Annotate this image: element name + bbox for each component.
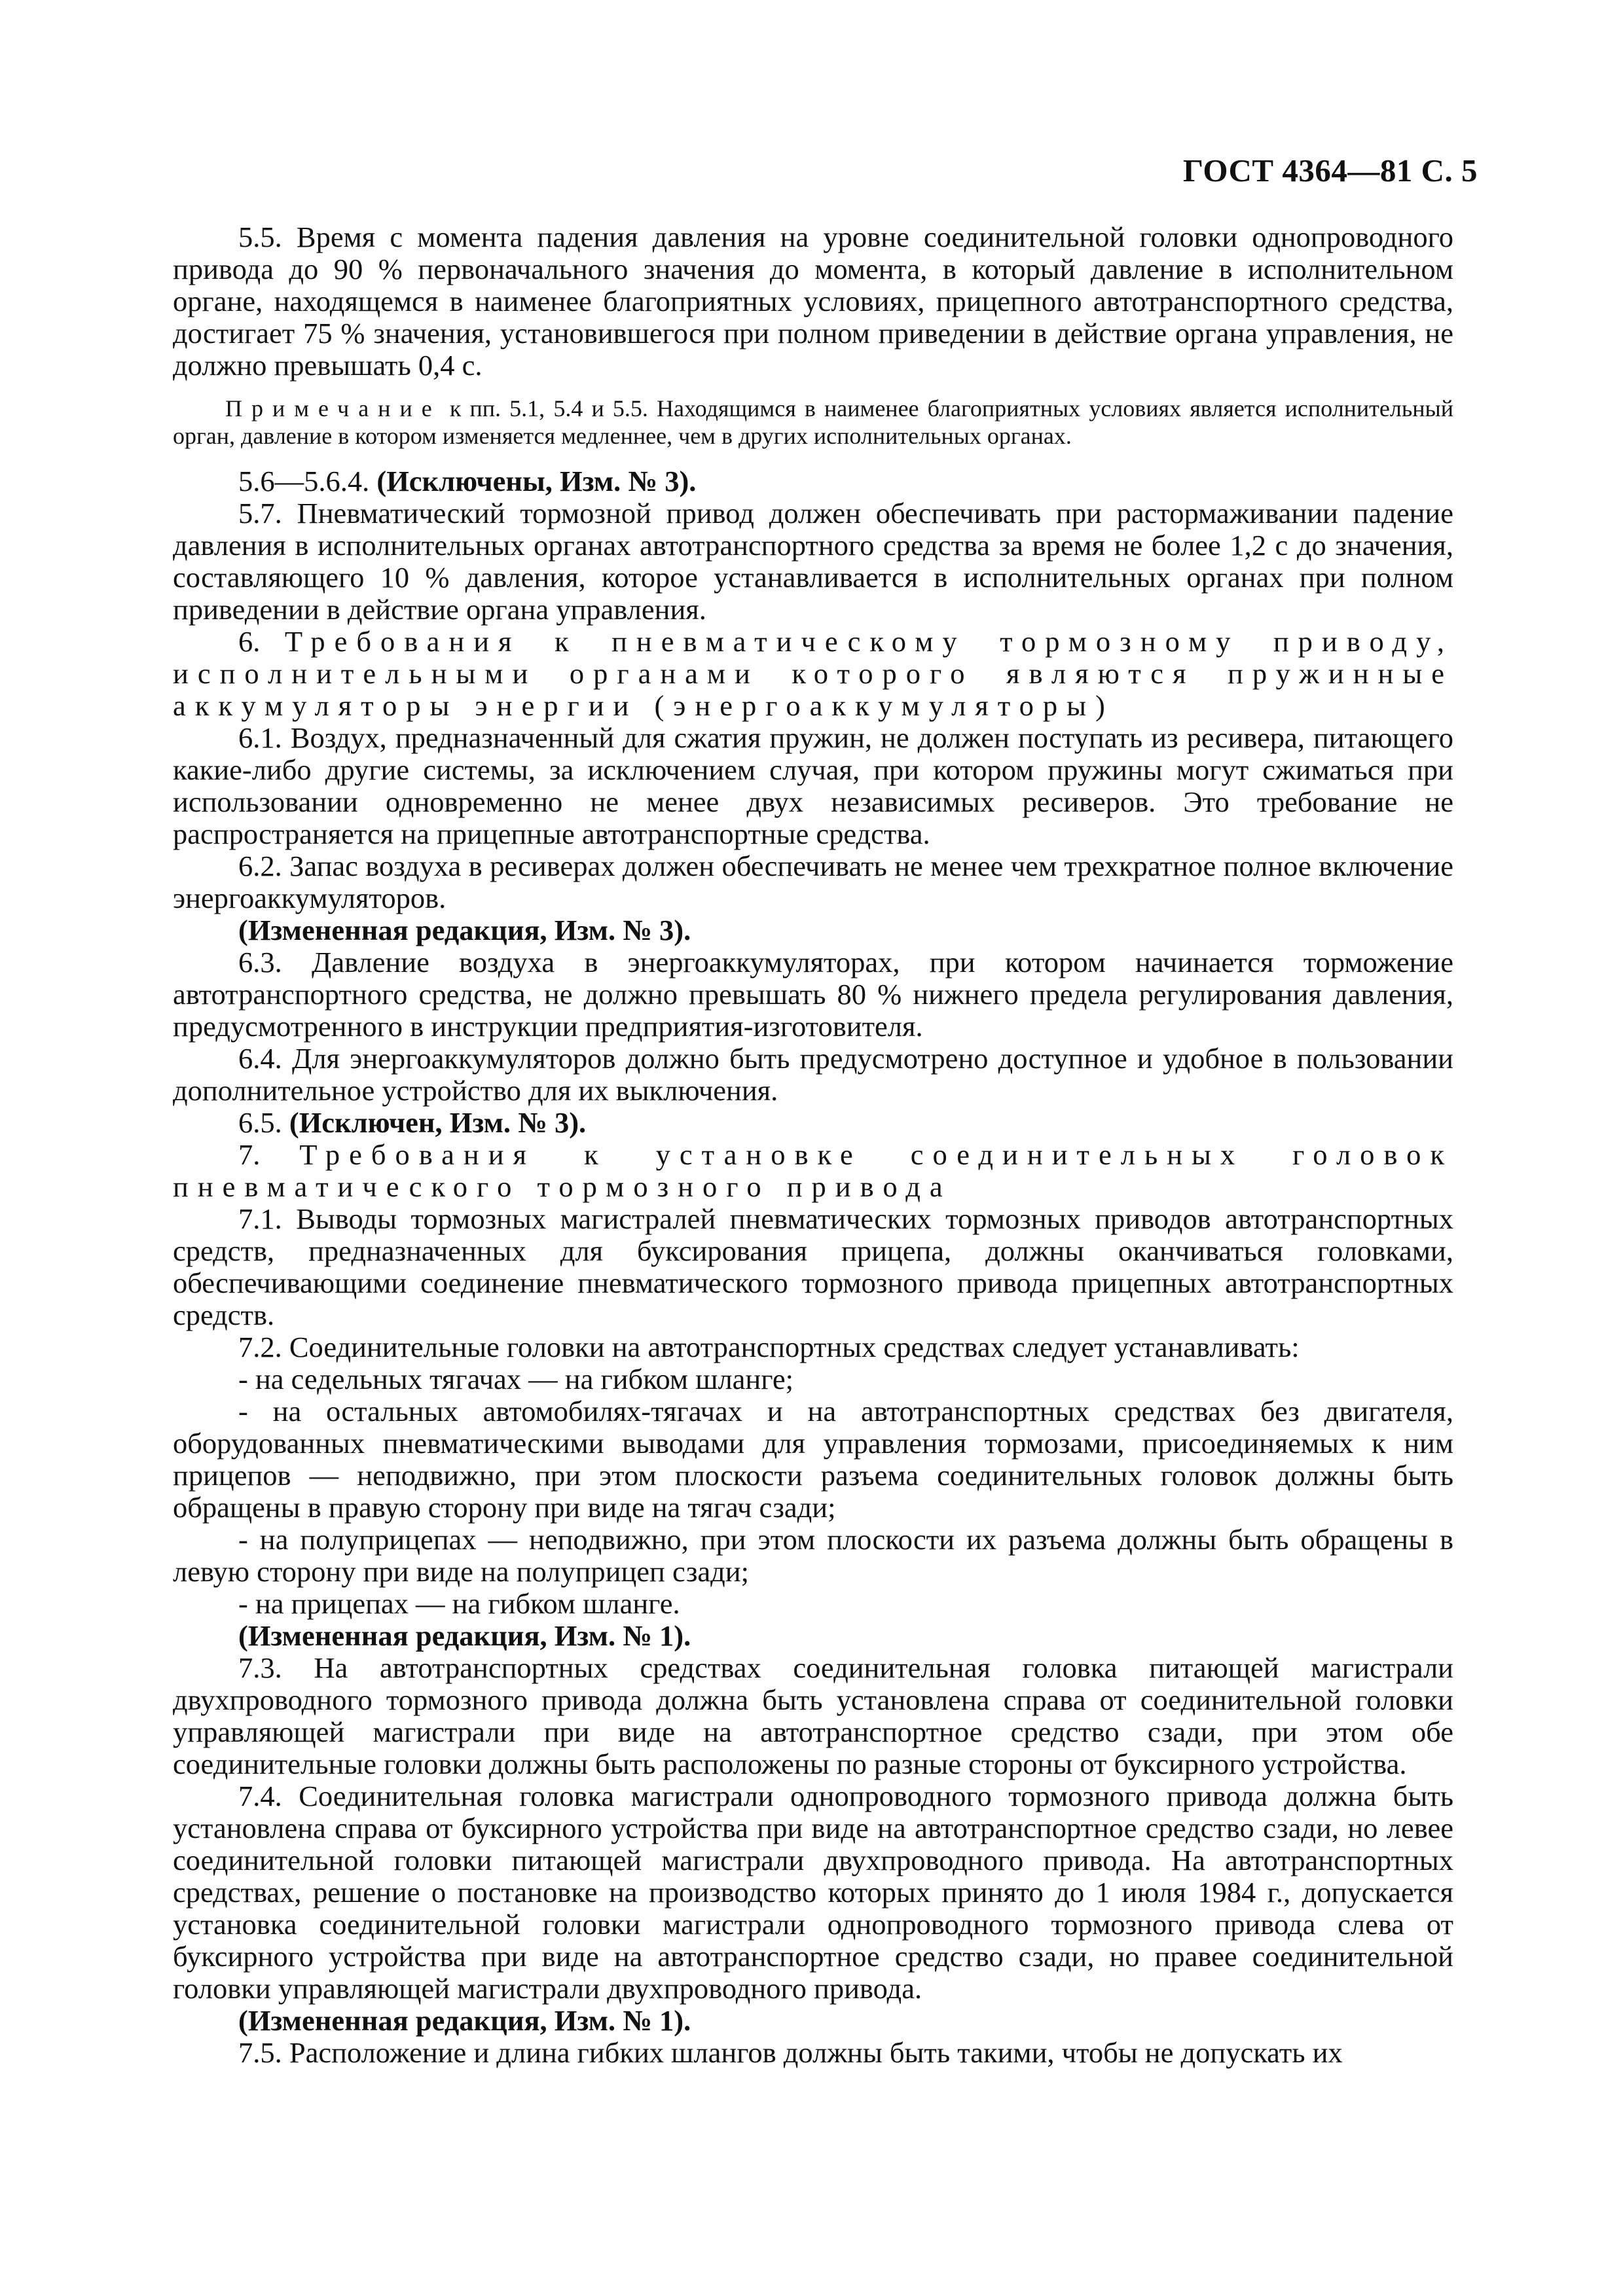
paragraph-6-2: 6.2. Запас воздуха в ресиверах должен обеспечивать не менее чем трехкратное полное включение энергоаккумуляторов.	[173, 850, 1453, 914]
amendment-note-3: (Измененная редакция, Изм. № 3).	[238, 914, 691, 946]
paragraph-7-4: 7.4. Соединительная головка магистрали однопроводного тормозного привода должна быть установлена справа от буксирного устройства при виде на автотранспортное средство сзади, но левее соединительной головки питающей магистрали двухпроводного привода. На автотранспортных средствах, решение о постановке на производство которых принято до 1 июля 1984 г., допускается установка соединительной головки магистрали однопроводного тормозного привода слева от буксирного устройства при виде на автотранспортное средство сзади, но правее соединительной головки управляющей магистрали двухпроводного привода.	[173, 1780, 1453, 2005]
paragraph-7-5: 7.5. Расположение и длина гибких шлангов должны быть такими, чтобы не допускать их	[238, 2036, 1343, 2069]
section-7-num: 7.	[238, 1138, 300, 1171]
section-6-heading	[173, 626, 1453, 722]
paragraph-6-4: 6.4. Для энергоаккумуляторов должно быть предусмотрено доступное и удобное в пользовании дополнительное устройство для их выключения.	[173, 1042, 1453, 1107]
paragraph-6-5-status: (Исключен, Изм. № 3).	[289, 1106, 587, 1139]
amendment-note-1-second: (Измененная редакция, Изм. № 1).	[238, 2004, 691, 2037]
document-body	[173, 221, 1453, 2069]
paragraph-5-5: 5.5. Время с момента падения давления на уровне соединительной головки однопроводного привода до 90 % первоначального значения до момента, в который давление в исполнительном органе, находящемся в наименее благоприятных условиях, прицепного автотранспортного средства, достигает 75 % значения, установившегося при полном приведении в действие органа управления, не должно превышать 0,4 с.	[173, 221, 1453, 382]
paragraph-5-6-status: (Исключены, Изм. № 3).	[376, 465, 697, 497]
list-item: - на седельных тягачах — на гибком шланге;	[238, 1363, 794, 1395]
note-text: к пп. 5.1, 5.4 и 5.5. Находящимся в наименее благоприятных условиях является исполнительный орган, давление в котором изменяется медленнее, чем в других исполнительных органах.	[173, 395, 1453, 449]
amendment-note-1: (Измененная редакция, Изм. № 1).	[238, 1619, 691, 1652]
paragraph-5-7: 5.7. Пневматический тормозной привод должен обеспечивать при растормаживании падение давления в исполнительных органах автотранспортного средства за время не более 1,2 с до значения, составляющего 10 % давления, которое устанавливается в исполнительных органах при полном приведении в действие органа управления.	[173, 497, 1453, 626]
paragraph-7-3: 7.3. На автотранспортных средствах соединительная головка питающей магистрали двухпроводного тормозного привода должна быть установлена справа от соединительной головки управляющей магистрали при виде на автотранспортное средство сзади, при этом обе соединительные головки должны быть расположены по разные стороны от буксирного устройства.	[173, 1651, 1453, 1780]
paragraph-7-1: 7.1. Выводы тормозных магистралей пневматических тормозных приводов автотранспортных средств, предназначенных для буксирования прицепа, должны оканчиваться головками, обеспечивающими соединение пневматического тормозного привода прицепных автотранспортных средств.	[173, 1202, 1453, 1331]
paragraph-7-2: 7.2. Соединительные головки на автотранспортных средствах следует устанавливать:	[238, 1331, 1300, 1363]
note	[173, 395, 1453, 450]
paragraph-6-1: 6.1. Воздух, предназначенный для сжатия пружин, не должен поступать из ресивера, питающего какие-либо другие системы, за исключением случая, при котором пружины могут сжиматься при использовании одновременно не менее двух независимых ресиверов. Это требование не распространяется на прицепные автотранспортные средства.	[173, 721, 1453, 850]
page-header: ГОСТ 4364—81 С. 5	[1182, 152, 1478, 188]
paragraph-6-3: 6.3. Давление воздуха в энергоаккумуляторах, при котором начинается торможение автотранспортного средства, не должно превышать 80 % нижнего предела регулирования давления, предусмотренного в инструкции предприятия-изготовителя.	[173, 946, 1453, 1043]
section-7-title: Требования к установке соединительных головок пневматического тормозного привода	[173, 1138, 1454, 1203]
list-item: - на прицепах — на гибком шланге.	[238, 1587, 680, 1620]
section-6-title: Требования к пневматическому тормозному приводу, исполнительными органами которого являются пружинные аккумуляторы энергии (энергоаккумуляторы)	[173, 625, 1453, 722]
paragraph-5-6-num: 5.6—5.6.4.	[238, 465, 377, 497]
paragraph-6-5	[173, 1107, 1453, 1139]
section-7-heading	[173, 1139, 1453, 1203]
section-6-num: 6.	[238, 625, 285, 658]
list-item: - на остальных автомобилях-тягачах и на автотранспортных средствах без двигателя, оборудованных пневматическими выводами для управления тормозами, присоединяемых к ним прицепов — неподвижно, при этом плоскости разъема соединительных головок должны быть обращены в правую сторону при виде на тягач сзади;	[173, 1395, 1453, 1524]
note-label: Примечание	[225, 395, 441, 422]
paragraph-5-6	[173, 465, 1453, 497]
paragraph-6-5-num: 6.5.	[238, 1106, 289, 1139]
list-item: - на полуприцепах — неподвижно, при этом плоскости их разъема должны быть обращены в левую сторону при виде на полуприцеп сзади;	[173, 1523, 1453, 1588]
